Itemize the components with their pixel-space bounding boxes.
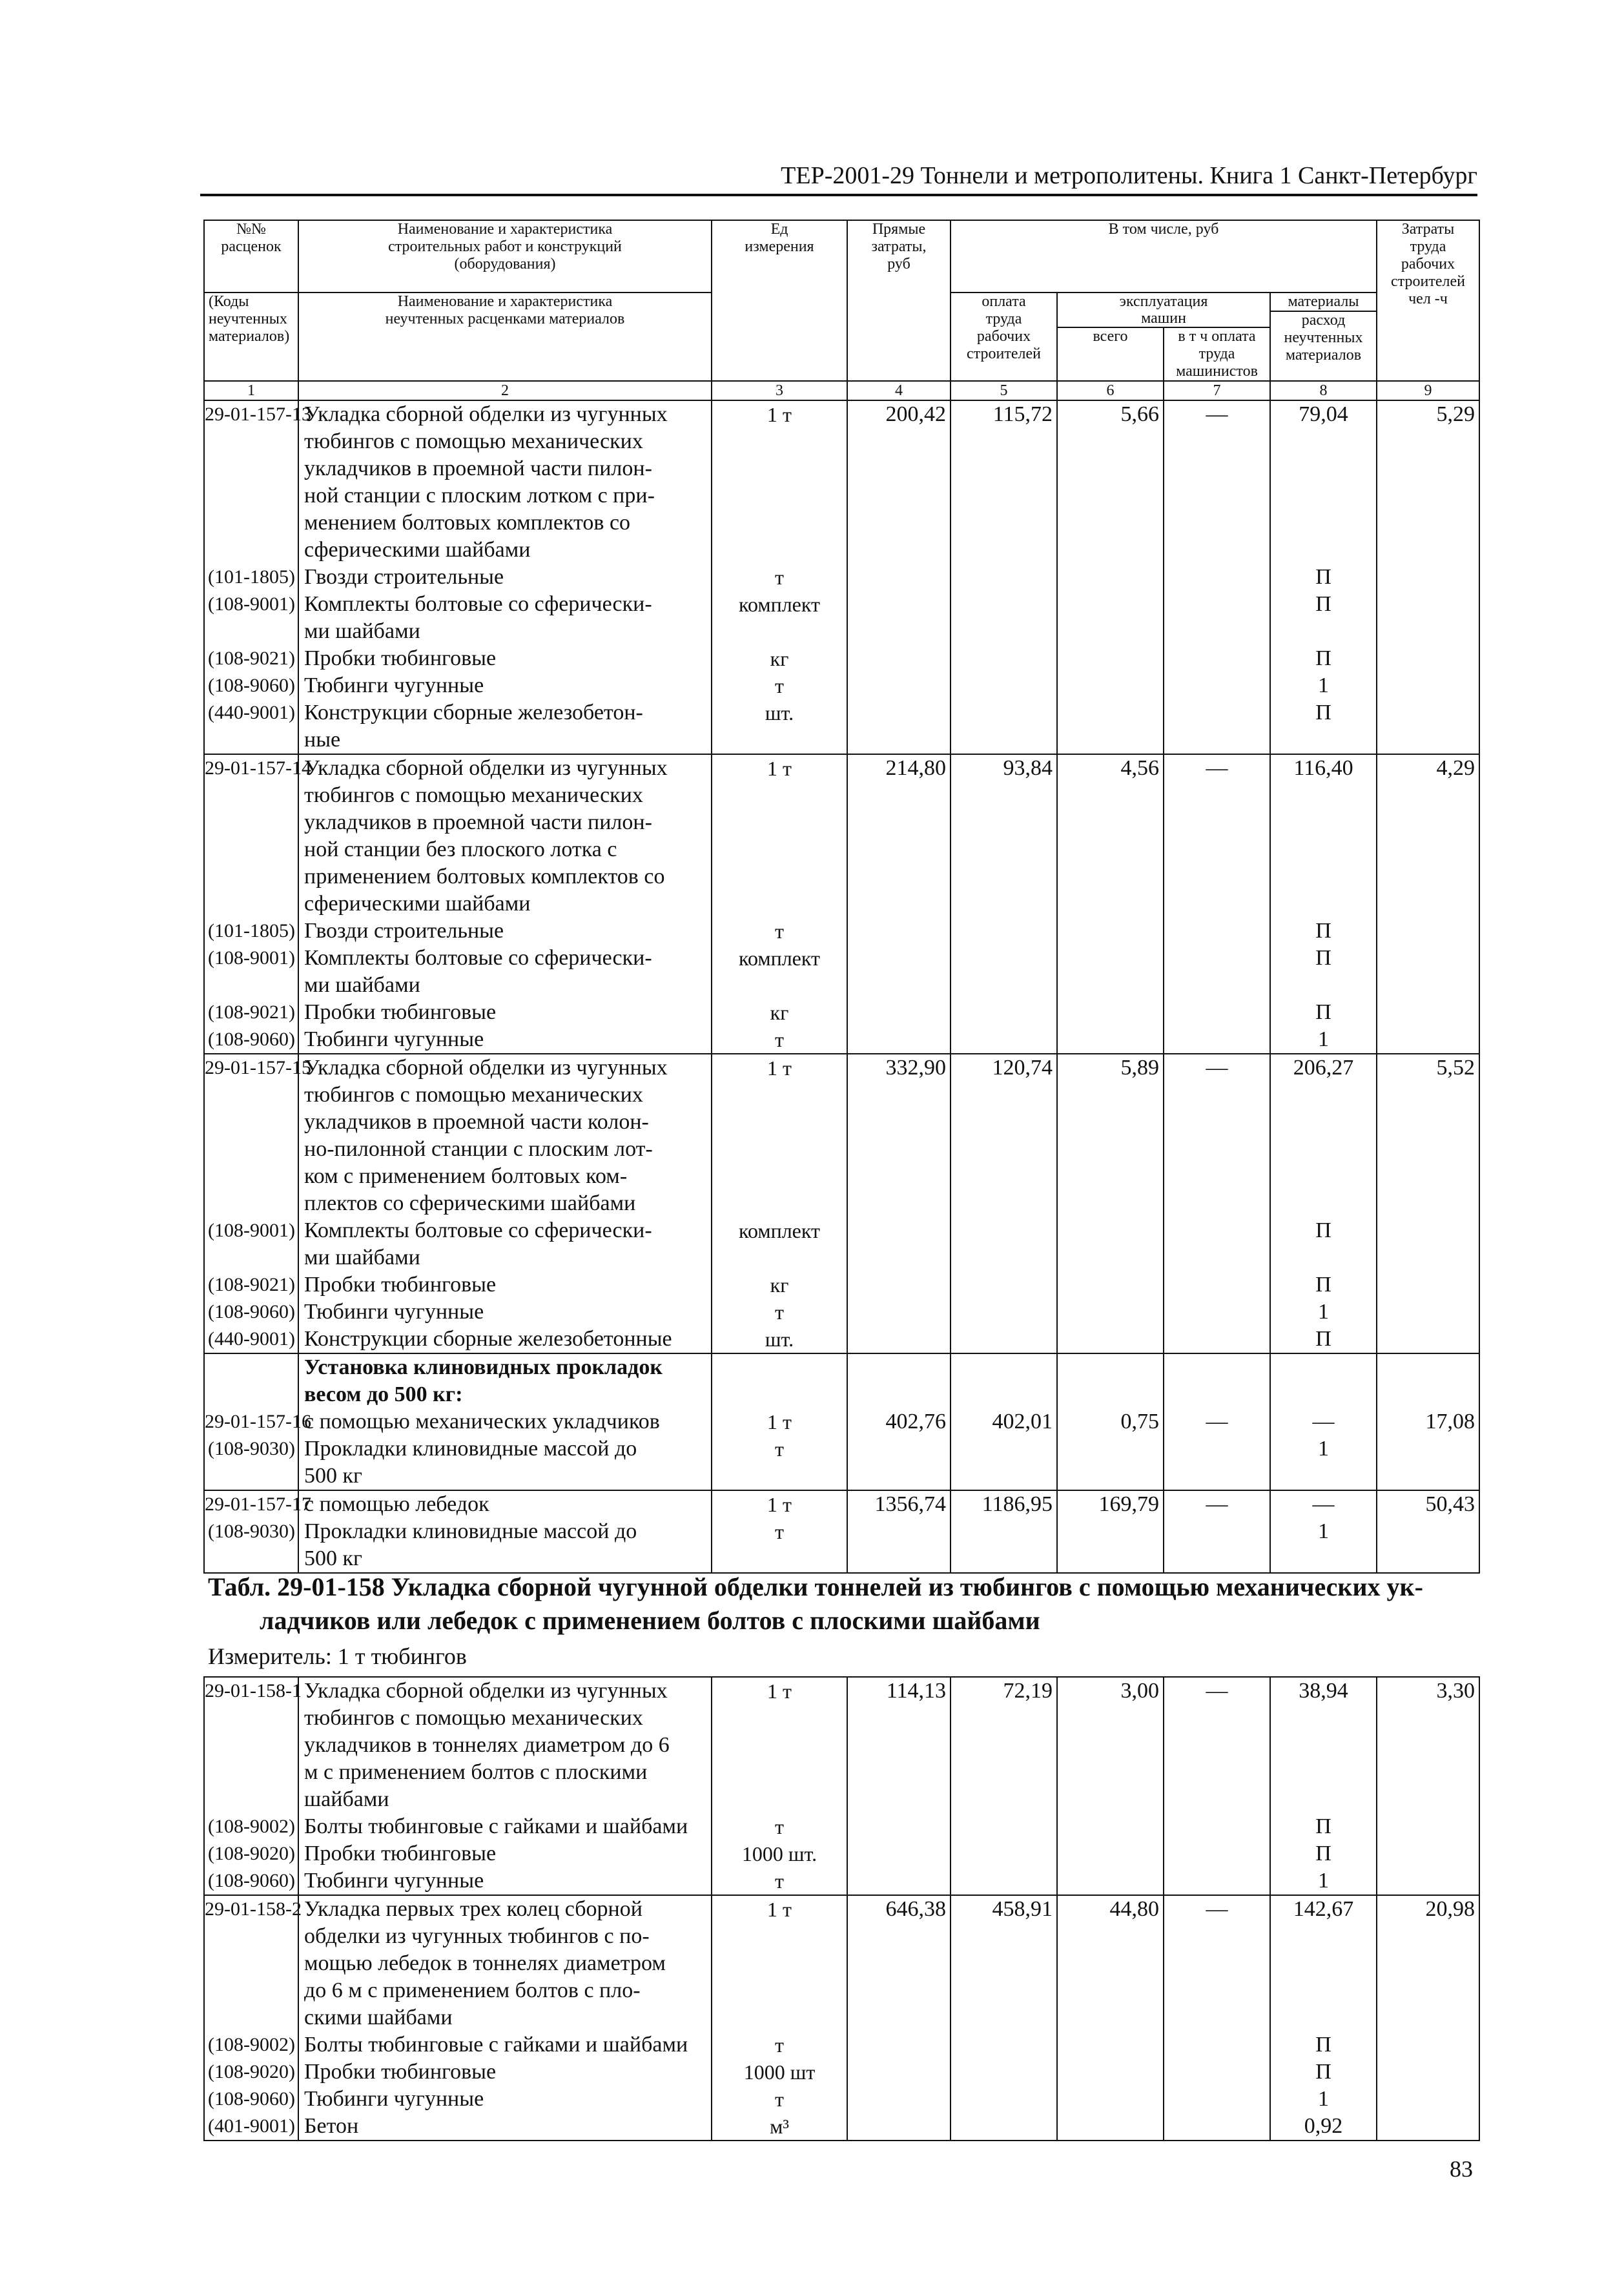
work-name-cell: Укладка сборной обделки из чугунных тюбингов с помощью механических укладчиков в тоннелях диаметром до 6 м с применением болтов с плоскими шайбами Болты тюбинговые с гайками и шайбами Пробки тюбинговые Тюбинги чугунные bbox=[298, 1677, 712, 1895]
col-number: 3 bbox=[712, 381, 847, 400]
table-row bbox=[204, 1490, 1479, 1573]
rate-code-cell: 29-01-157-13 (101-1805) (108-9001) (108-9021) (108-9060) (440-9001) bbox=[204, 400, 298, 754]
header-materials-label: материалы bbox=[1271, 293, 1376, 312]
work-name-cell: Укладка сборной обделки из чугунных тюбингов с помощью механических укладчиков в проемной части пилон- ной станции без плоского лотка с применением болтовых комплектов со сферическими шайбами Гвозди строительные Комплекты болтовые со сферически- ми шайбами Пробки тюбинговые Тюбинги чугунные bbox=[298, 754, 712, 1054]
labor-hours-cell: 4,29 bbox=[1377, 754, 1479, 1054]
machinists-cost-cell: — bbox=[1164, 1895, 1270, 2141]
work-name-cell: Укладка сборной обделки из чугунных тюбингов с помощью механических укладчиков в проемной части колон- но-пилонной станции с плоским лот- ком с применением болтовых ком- плектов со сферическими шайбами Комплекты болтовые со сферически- ми шайбами Пробки тюбинговые Тюбинги чугунные Конструкции сборные железобетонные bbox=[298, 1054, 712, 1353]
table-row bbox=[204, 400, 1479, 754]
materials-cost-cell: — 1 bbox=[1270, 1353, 1377, 1490]
table-body bbox=[204, 400, 1479, 1573]
group-heading: Установка клиновидных прокладок весом до 500 кг: bbox=[304, 1355, 663, 1406]
direct-cost-cell: 402,76 bbox=[847, 1353, 951, 1490]
unit-cell: 1 т т bbox=[712, 1490, 847, 1573]
col-number: 9 bbox=[1377, 381, 1479, 400]
unit-cell: 1 т т bbox=[712, 1353, 847, 1490]
rates-table-2 bbox=[203, 1676, 1480, 2141]
materials-cost-cell: 142,67 П П 1 0,92 bbox=[1270, 1895, 1377, 2141]
work-name-cell: Укладка сборной обделки из чугунных тюбингов с помощью механических укладчиков в проемной части пилон- ной станции с плоским лотком с при- менением болтовых комплектов со сферическими шайбами Гвозди строительные Комплекты болтовые со сферически- ми шайбами Пробки тюбинговые Тюбинги чугунные Конструкции сборные железобетон- ные bbox=[298, 400, 712, 754]
header-col-machines-total: всего bbox=[1058, 328, 1164, 380]
header-materials-consumption: расход неучтенных материалов bbox=[1284, 312, 1363, 364]
materials-cost-cell: 116,40 П П П 1 bbox=[1270, 754, 1377, 1054]
labor-cost-cell: 93,84 bbox=[951, 754, 1057, 1054]
col-number: 4 bbox=[847, 381, 951, 400]
direct-cost-cell: 214,80 bbox=[847, 754, 951, 1054]
direct-cost-cell: 646,38 bbox=[847, 1895, 951, 2141]
unit-cell: 1 т т комплект кг т шт. bbox=[712, 400, 847, 754]
labor-hours-cell: 50,43 bbox=[1377, 1490, 1479, 1573]
work-name-cell bbox=[298, 1353, 712, 1490]
machines-cost-cell: 5,89 bbox=[1057, 1054, 1164, 1353]
table-measure: Измеритель: 1 т тюбингов bbox=[208, 1643, 467, 1669]
header-col-code: №№ расценок bbox=[204, 220, 298, 293]
table-title: Табл. 29-01-158 Укладка сборной чугунной обделки тоннелей из тюбингов с помощью механических ук- ладчиков или лебедок с применением болтов с плоскими шайбами bbox=[208, 1572, 1423, 1635]
labor-hours-cell: 17,08 bbox=[1377, 1353, 1479, 1490]
table-row bbox=[204, 1353, 1479, 1490]
header-title: ТЕР-2001-29 Тоннели и метрополитены. Книга 1 Санкт-Петербург bbox=[781, 162, 1477, 189]
table-row bbox=[204, 1895, 1479, 2141]
materials-cost-cell: — 1 bbox=[1270, 1490, 1377, 1573]
labor-cost-cell: 1186,95 bbox=[951, 1490, 1057, 1573]
labor-cost-cell: 115,72 bbox=[951, 400, 1057, 754]
header-col-hours: Затраты труда рабочих строителей чел -ч bbox=[1377, 220, 1479, 381]
machines-cost-cell: 5,66 bbox=[1057, 400, 1164, 754]
table-row bbox=[204, 1054, 1479, 1353]
direct-cost-cell: 200,42 bbox=[847, 400, 951, 754]
materials-cost-cell: 79,04 П П П 1 П bbox=[1270, 400, 1377, 754]
labor-hours-cell: 5,52 bbox=[1377, 1054, 1479, 1353]
unit-cell: 1 т т комплект кг т bbox=[712, 754, 847, 1054]
rate-code-cell: 29-01-157-17 (108-9030) bbox=[204, 1490, 298, 1573]
table-row bbox=[204, 754, 1479, 1054]
labor-hours-cell: 20,98 bbox=[1377, 1895, 1479, 2141]
direct-cost-cell: 332,90 bbox=[847, 1054, 951, 1353]
labor-cost-cell: 458,91 bbox=[951, 1895, 1057, 2141]
running-header bbox=[200, 161, 1477, 196]
header-col-materials bbox=[1270, 293, 1377, 381]
col-number: 1 bbox=[204, 381, 298, 400]
header-col-unit: Ед измерения bbox=[712, 220, 847, 381]
header-col-code-b: (Коды неучтенных материалов) bbox=[204, 293, 298, 381]
header-group-machines bbox=[1057, 293, 1270, 381]
machinists-cost-cell: — bbox=[1164, 400, 1270, 754]
machinists-cost-cell: — bbox=[1164, 1677, 1270, 1895]
unit-cell: 1 т т 1000 шт т м³ bbox=[712, 1895, 847, 2141]
table-body bbox=[204, 1677, 1479, 2141]
header-col-direct: Прямые затраты, руб bbox=[847, 220, 951, 381]
table-row bbox=[204, 1677, 1479, 1895]
direct-cost-cell: 114,13 bbox=[847, 1677, 951, 1895]
work-name-cell: с помощью лебедок Прокладки клиновидные массой до 500 кг bbox=[298, 1490, 712, 1573]
unit-cell: 1 т комплект кг т шт. bbox=[712, 1054, 847, 1353]
labor-hours-cell: 3,30 bbox=[1377, 1677, 1479, 1895]
col-number: 8 bbox=[1270, 381, 1377, 400]
machinists-cost-cell: — bbox=[1164, 1353, 1270, 1490]
direct-cost-cell: 1356,74 bbox=[847, 1490, 951, 1573]
work-name-text: с помощью механических укладчиков Прокладки клиновидные массой до 500 кг bbox=[304, 1410, 660, 1488]
rate-code-cell: 29-01-157-15 (108-9001) (108-9021) (108-9060) (440-9001) bbox=[204, 1054, 298, 1353]
col-number: 5 bbox=[951, 381, 1057, 400]
materials-cost-cell: 38,94 П П 1 bbox=[1270, 1677, 1377, 1895]
col-number: 7 bbox=[1164, 381, 1270, 400]
rate-code-cell: 29-01-158-1 (108-9002) (108-9020) (108-9060) bbox=[204, 1677, 298, 1895]
page-number: 83 bbox=[1450, 2156, 1473, 2182]
machines-cost-cell: 3,00 bbox=[1057, 1677, 1164, 1895]
materials-cost-cell: 206,27 П П 1 П bbox=[1270, 1054, 1377, 1353]
rates-table bbox=[203, 220, 1480, 1574]
machines-cost-cell: 44,80 bbox=[1057, 1895, 1164, 2141]
machinists-cost-cell: — bbox=[1164, 754, 1270, 1054]
labor-hours-cell: 5,29 bbox=[1377, 400, 1479, 754]
col-number: 2 bbox=[298, 381, 712, 400]
labor-cost-cell: 72,19 bbox=[951, 1677, 1057, 1895]
machinists-cost-cell: — bbox=[1164, 1490, 1270, 1573]
rate-code-cell: 29-01-158-2 (108-9002) (108-9020) (108-9060) (401-9001) bbox=[204, 1895, 298, 2141]
machines-cost-cell: 4,56 bbox=[1057, 754, 1164, 1054]
labor-cost-cell: 120,74 bbox=[951, 1054, 1057, 1353]
unit-cell: 1 т т 1000 шт. т bbox=[712, 1677, 847, 1895]
machinists-cost-cell: — bbox=[1164, 1054, 1270, 1353]
rate-code-cell: 29-01-157-14 (101-1805) (108-9001) (108-9021) (108-9060) bbox=[204, 754, 298, 1054]
header-col-machinists: в т ч оплата труда машинистов bbox=[1176, 328, 1258, 380]
header-col-name: Наименование и характеристика строительных работ и конструкций (оборудования) bbox=[298, 220, 712, 293]
column-numbers bbox=[204, 381, 1479, 400]
header-col-labor: оплата труда рабочих строителей bbox=[951, 293, 1057, 381]
header-machines-label: эксплуатация машин bbox=[1058, 293, 1269, 328]
table-header bbox=[204, 220, 1479, 381]
col-number: 6 bbox=[1057, 381, 1164, 400]
labor-cost-cell: 402,01 bbox=[951, 1353, 1057, 1490]
rate-code-cell: 29-01-157-16 (108-9030) bbox=[204, 1353, 298, 1490]
header-col-name-b: Наименование и характеристика неучтенных расценками материалов bbox=[298, 293, 712, 381]
machines-cost-cell: 0,75 bbox=[1057, 1353, 1164, 1490]
work-name-cell: Укладка первых трех колец сборной обделки из чугунных тюбингов с по- мощью лебедок в тоннелях диаметром до 6 м с применением болтов с пло- скими шайбами Болты тюбинговые с гайками и шайбами Пробки тюбинговые Тюбинги чугунные Бетон bbox=[298, 1895, 712, 2141]
machines-cost-cell: 169,79 bbox=[1057, 1490, 1164, 1573]
header-group-incl: В том числе, руб bbox=[951, 220, 1377, 293]
